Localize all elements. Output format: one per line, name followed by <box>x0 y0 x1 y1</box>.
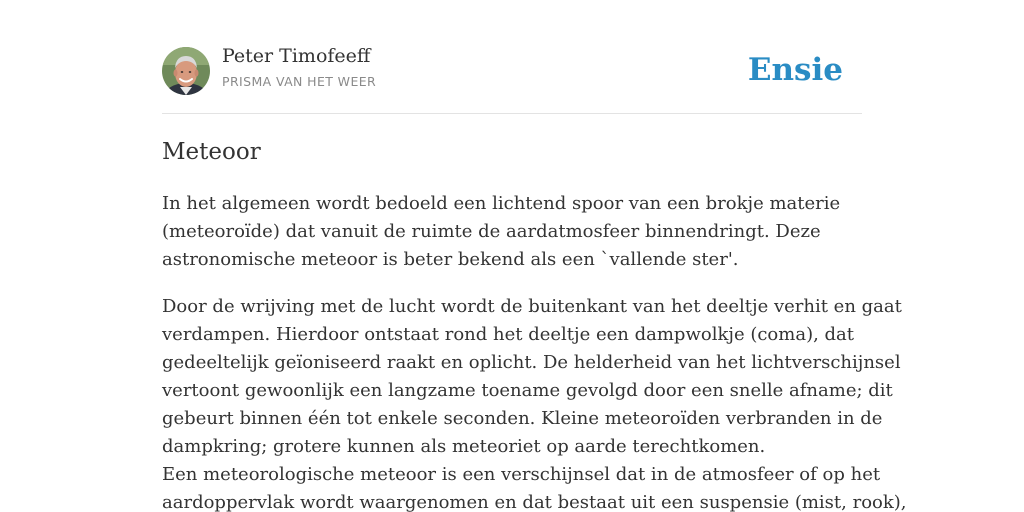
text-line: vertoont gewoonlijk een langzame toename gevolgd door een snelle afname; dit <box>162 380 893 401</box>
text-line: aardoppervlak wordt waargenomen en dat bestaat uit een suspensie (mist, rook), <box>162 492 907 512</box>
brand-logo[interactable]: Ensie <box>747 52 843 88</box>
text-line: Een meteorologische meteoor is een verschijnsel dat in de atmosfeer of op het <box>162 464 881 485</box>
article-container <box>162 0 907 512</box>
author-name[interactable]: Peter Timofeeff <box>222 45 371 67</box>
author-photo-icon <box>162 47 210 95</box>
article-body <box>162 190 907 512</box>
author-publication[interactable]: PRISMA VAN HET WEER <box>222 74 377 89</box>
text-line: (meteoroïde) dat vanuit de ruimte de aardatmosfeer binnendringt. Deze <box>162 221 821 242</box>
text-line: astronomische meteoor is beter bekend als een `vallende ster'. <box>162 249 739 270</box>
text-line: gedeeltelijk geïoniseerd raakt en oplicht. De helderheid van het lichtverschijnsel <box>162 352 901 373</box>
article-paragraph <box>162 190 862 274</box>
text-line: dampkring; grotere kunnen als meteoriet op aarde terechtkomen. <box>162 436 766 457</box>
article-title: Meteoor <box>162 139 261 165</box>
author-avatar[interactable] <box>162 47 210 95</box>
article-header <box>162 0 862 114</box>
text-line: gebeurt binnen één tot enkele seconden. Kleine meteoroïden verbranden in de <box>162 408 883 429</box>
text-line: Door de wrijving met de lucht wordt de buitenkant van het deeltje verhit en gaat <box>162 296 902 317</box>
text-line: verdampen. Hierdoor ontstaat rond het deeltje een dampwolkje (coma), dat <box>162 324 855 345</box>
text-line: In het algemeen wordt bedoeld een lichtend spoor van een brokje materie <box>162 193 841 214</box>
article-paragraph <box>162 293 907 512</box>
